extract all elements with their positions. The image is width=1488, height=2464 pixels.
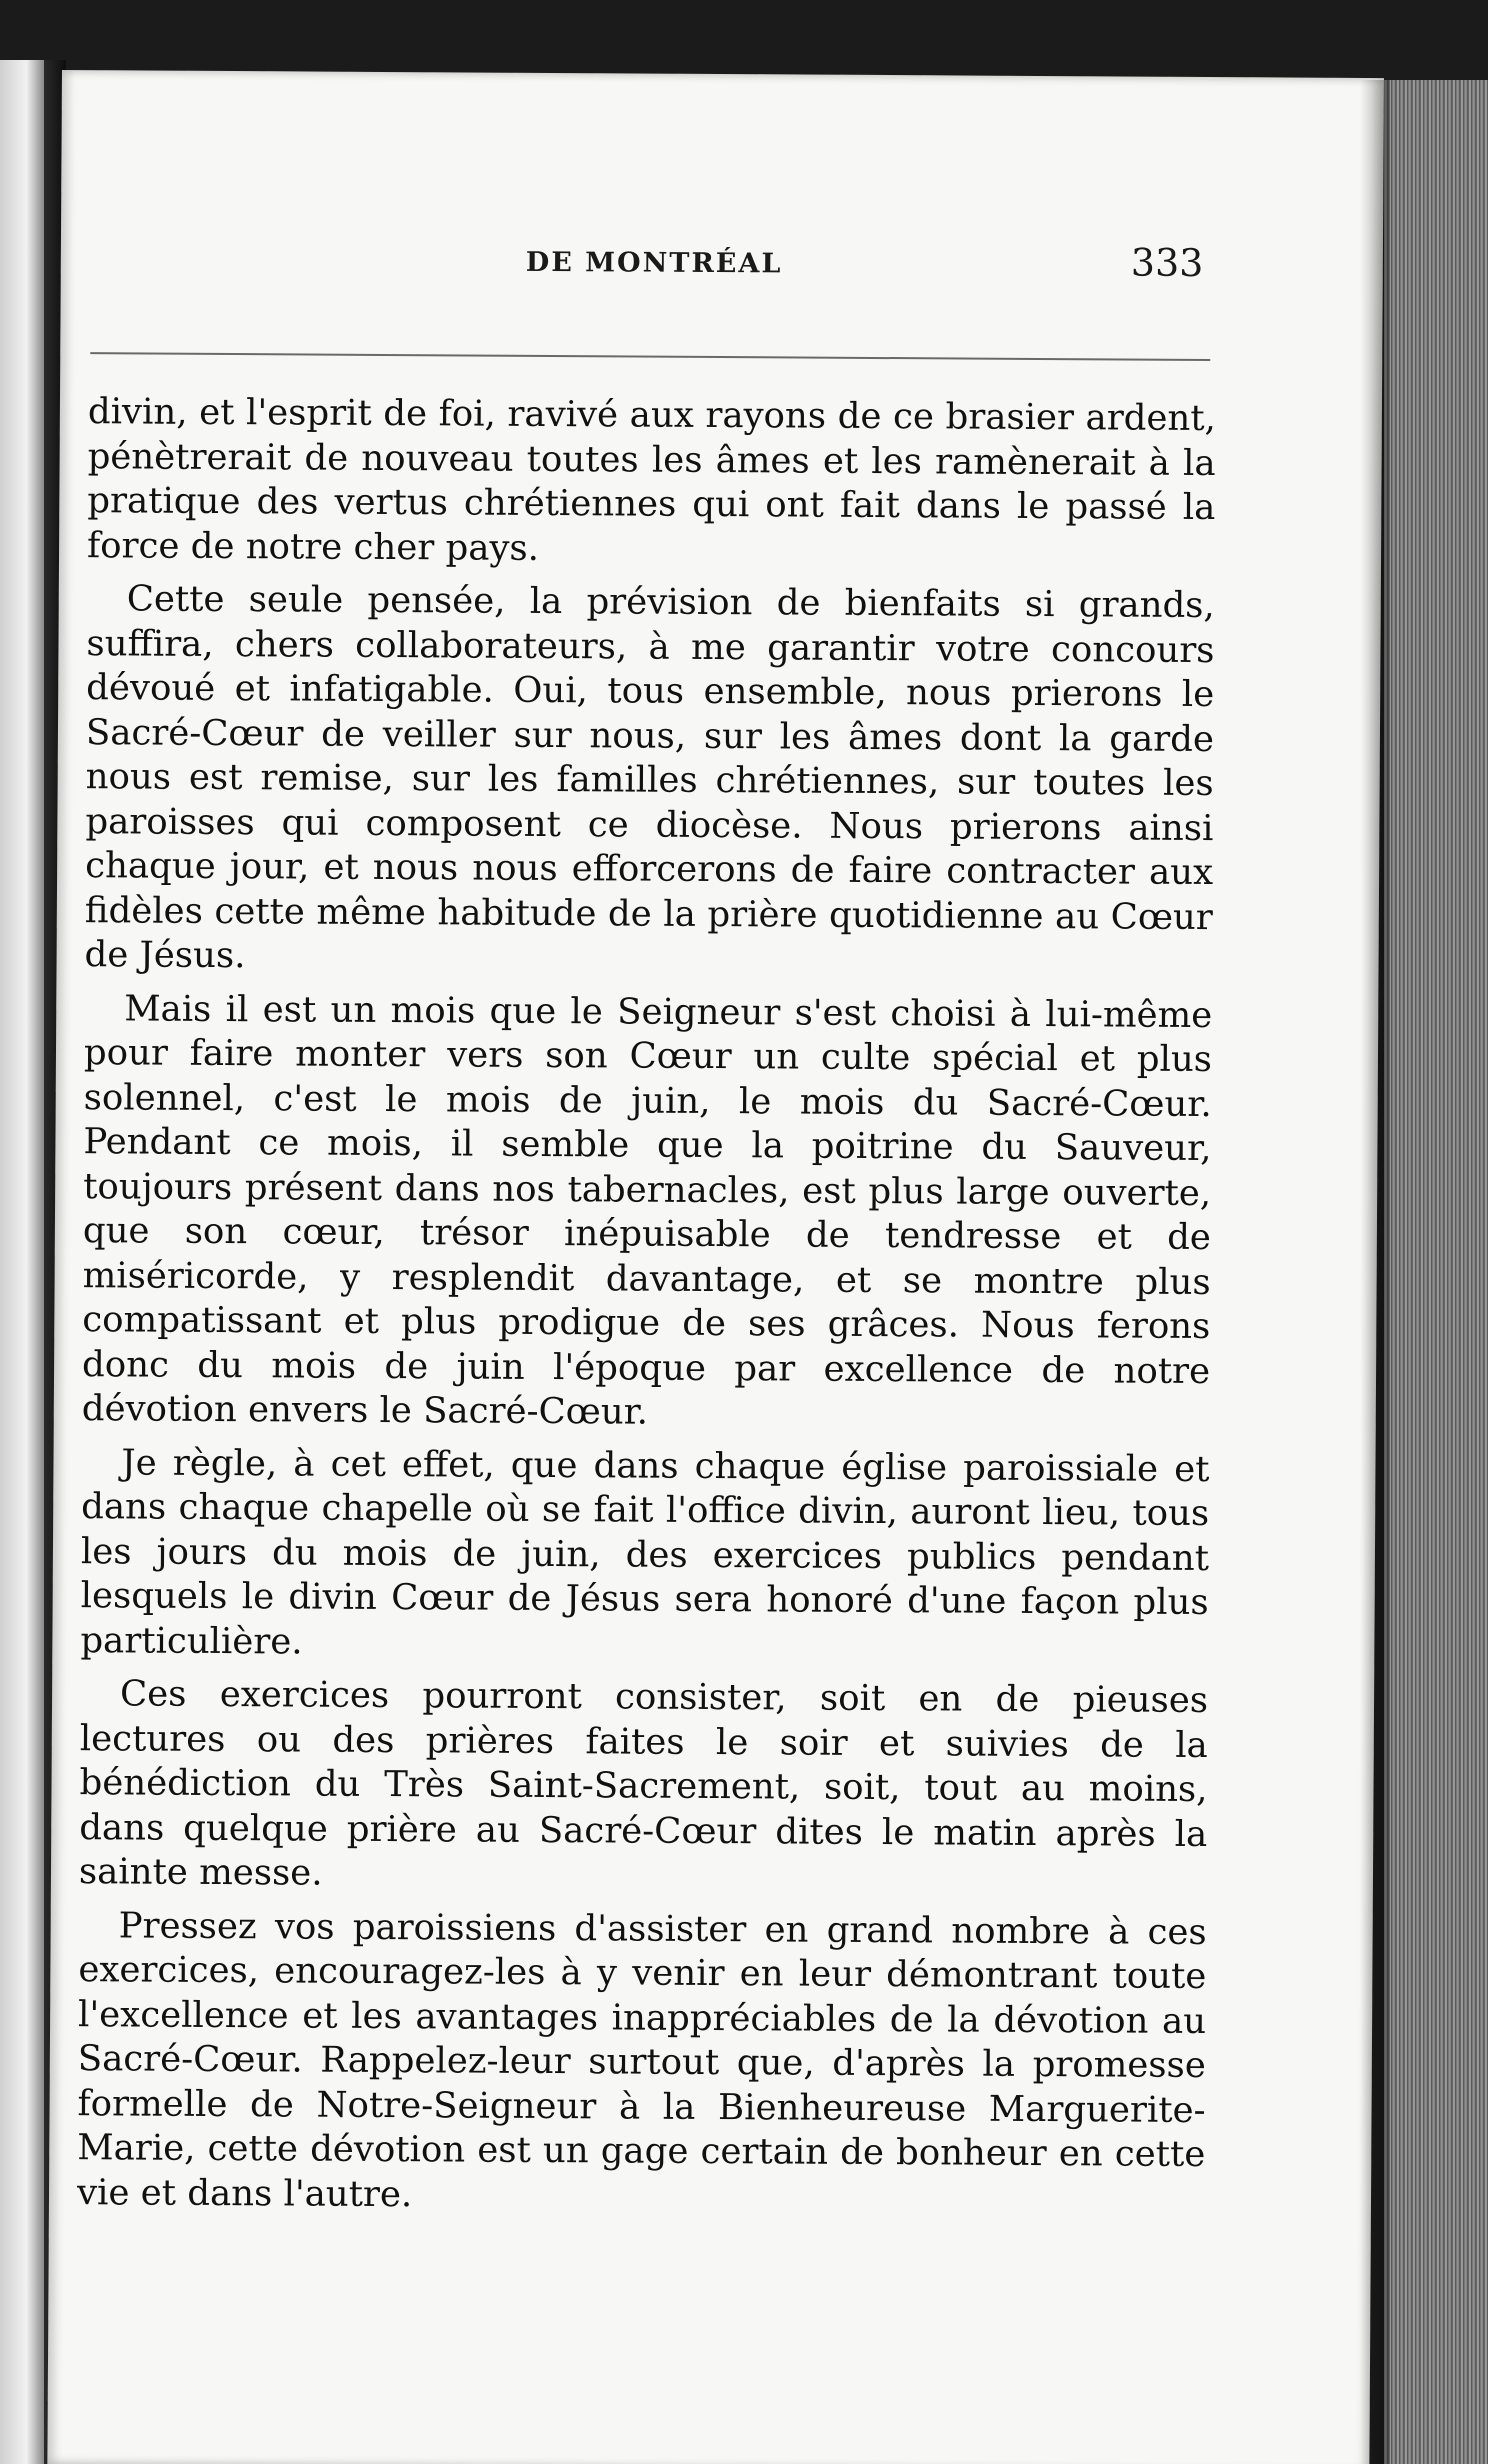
running-header	[61, 230, 1383, 298]
paragraph: Je règle, à cet effet, que dans chaque église paroissiale et dans chaque chapelle où se fait l'office divin, auront lieu, tous les jours du mois de juin, des exercices publics pendant lesquels le divin Cœur de Jésus sera honoré d'une façon plus particulière.	[80, 1441, 1210, 1662]
page-number: 333	[1130, 240, 1204, 285]
header-rule	[90, 352, 1210, 361]
paragraph: Cette seule pensée, la prévision de bienfaits si grands, suffira, chers collaborateurs, à me garantir votre concours dévoué et infatigable. Oui, tous ensemble, nous prierons le Sacré-Cœur de veiller sur nous, sur les âmes dont la garde nous est remise, sur les familles chrétiennes, sur toutes les paroisses qui composent ce diocèse. Nous prierons ainsi chaque jour, et nous nous efforcerons de faire contracter aux fidèles cette même habitude de la prière quotidienne au Cœur de Jésus.	[84, 578, 1215, 977]
page-edge-shadow	[1360, 80, 1390, 2464]
paragraph: Ces exercices pourront consister, soit en de pieuses lectures ou des prières faites le soir et suivies de la bénédiction du Très Saint-Sacrement, soit, tout au moins, dans quelque prière au Sacré-Cœur dites le matin après la sainte messe.	[78, 1673, 1209, 1894]
page-stack-edge	[1384, 80, 1488, 2464]
paragraph: Mais il est un mois que le Seigneur s'est choisi à lui-même pour faire monter vers son Cœur un culte spécial et plus solennel, c'est le mois de juin, le mois du Sacré-Cœur. Pendant ce mois, il semble que la poitrine du Sauveur, toujours présent dans nos tabernacles, est plus large ouverte, que son cœur, trésor inépuisable de tendresse et de miséricorde, y resplendit davantage, et se montre plus compatissant et plus prodigue de ses grâces. Nous ferons donc du mois de juin l'époque par excellence de notre dévotion envers le Sacré-Cœur.	[81, 987, 1213, 1433]
paragraph: Pressez vos paroissiens d'assister en grand nombre à ces exercices, encouragez-les à y venir en leur démontrant toute l'excellence et les avantages inappréciables de la dévotion au Sacré-Cœur. Rappelez-leur surtout que, d'après la promesse formelle de Notre-Seigneur à la Bienheureuse Marguerite-Marie, cette dévotion est un gage certain de bonheur en cette vie et dans l'autre.	[76, 1904, 1207, 2215]
body-text	[77, 390, 1216, 2231]
left-page-edge	[0, 60, 44, 2464]
book-page	[47, 70, 1384, 2464]
paragraph-continuation: divin, et l'esprit de foi, ravivé aux rayons de ce brasier ardent, pénètrerait de nouveau toutes les âmes et les ramènerait à la pratique des vertus chrétiennes qui ont fait dans le passé la force de notre cher pays.	[86, 391, 1217, 569]
running-title: DE MONTRÉAL	[525, 246, 783, 280]
